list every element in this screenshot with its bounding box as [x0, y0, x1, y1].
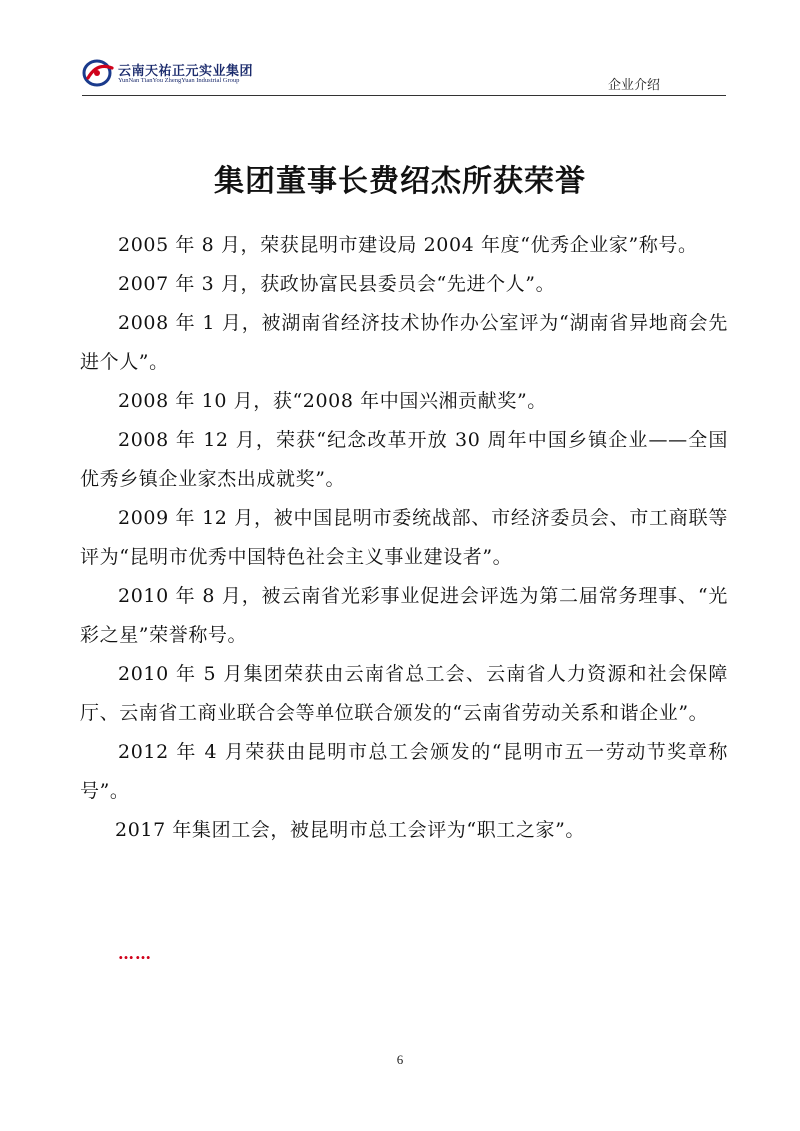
honor-paragraph: 2007 年 3 月，获政协富民县委员会“先进个人”。	[118, 273, 556, 295]
header-divider	[82, 95, 726, 96]
honor-paragraph: 2008 年 1 月，被湖南省经济技术协作办公室评为“湖南省异地商会先进个人”。	[80, 312, 728, 373]
page-header	[82, 56, 726, 96]
logo-company-name: 云南天祐正元实业集团	[118, 64, 254, 79]
honor-paragraph: 2010 年 5 月集团荣获由云南省总工会、云南省人力资源和社会保障厅、云南省工商业联合会等单位联合颁发的“云南省劳动关系和谐企业”。	[80, 663, 728, 724]
page-title: 集团董事长费绍杰所获荣誉	[214, 164, 586, 200]
honor-paragraph: 2010 年 8 月，被云南省光彩事业促进会评选为第二届常务理事、“光彩之星”荣誉称号。	[80, 585, 728, 646]
honor-paragraph: 2005 年 8 月，荣获昆明市建设局 2004 年度“优秀企业家”称号。	[118, 234, 698, 256]
header-section-label: 企业介绍	[607, 78, 660, 93]
company-logo-icon	[82, 58, 116, 88]
honor-paragraph: 2009 年 12 月，被中国昆明市委统战部、市经济委员会、市工商联等评为“昆明市优秀中国特色社会主义事业建设者”。	[80, 507, 728, 568]
honor-paragraph: 2008 年 10 月，获“2008 年中国兴湘贡献奖”。	[118, 390, 547, 412]
honors-list	[80, 226, 728, 850]
continuation-ellipsis: ……	[118, 944, 152, 963]
logo-company-name-en: YunNan TianYou ZhengYuan Industrial Group	[118, 77, 240, 84]
company-logo	[82, 56, 322, 92]
honor-paragraph: 2017 年集团工会，被昆明市总工会评为“职工之家”。	[115, 819, 586, 841]
honor-paragraph: 2012 年 4 月荣获由昆明市总工会颁发的“昆明市五一劳动节奖章称号”。	[80, 741, 728, 802]
honor-paragraph: 2008 年 12 月，荣获“纪念改革开放 30 周年中国乡镇企业——全国优秀乡镇企业家杰出成就奖”。	[80, 429, 728, 490]
page-number: 6	[396, 1052, 404, 1067]
